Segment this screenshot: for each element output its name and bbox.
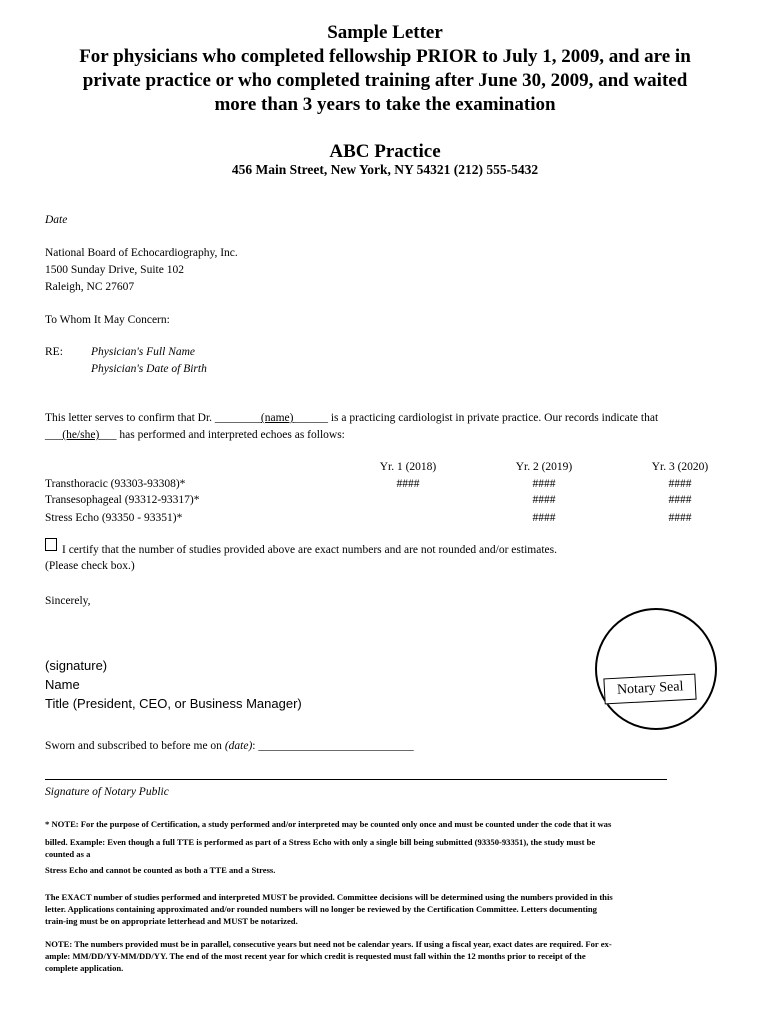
- signature-placeholder: (signature): [45, 658, 108, 673]
- body-line-2: [45, 427, 345, 444]
- table-cell: ####: [532, 478, 556, 490]
- letter-title: Sample Letter: [327, 22, 443, 43]
- notary-seal-circle: [595, 608, 717, 730]
- table-cell: ####: [532, 494, 556, 506]
- column-header-yr2: Yr. 2 (2019): [515, 461, 573, 473]
- subtitle-line-2: private practice or who completed training after June 30, 2009, and waited: [82, 70, 688, 91]
- sworn-prefix: Sworn and subscribed to before me on: [45, 740, 225, 752]
- re-physician-name: Physician's Full Name: [91, 346, 196, 358]
- note-1-line-2: billed. Example: Even though a full TTE is performed as part of a Stress Echo with only a single bill being submitted (93350-93351), the study must be: [45, 837, 596, 847]
- sworn-date-blank: : ___________________________: [252, 740, 414, 752]
- closing-sincerely: Sincerely,: [45, 595, 91, 607]
- table-cell: ####: [532, 512, 556, 524]
- note-1-line-1: * NOTE: For the purpose of Certification, a study performed and/or interpreted may be counted only once and must be counted under the code that it was: [45, 819, 612, 829]
- certify-checkbox[interactable]: [45, 538, 57, 551]
- notary-signature-label: Signature of Notary Public: [45, 786, 169, 798]
- note-3-line-1: NOTE: The numbers provided must be in parallel, consecutive years but need not be calendar years. If using a fiscal year, exact dates are required. For ex-: [45, 939, 612, 949]
- sworn-line: [45, 738, 414, 755]
- note-3-line-3: complete application.: [45, 963, 124, 973]
- body-line-1: [45, 410, 658, 427]
- certify-text: I certify that the number of studies provided above are exact numbers and are not rounded and/or estimates.: [62, 544, 557, 556]
- notary-signature-line: [45, 779, 667, 780]
- note-2-line-2: letter. Applications containing approximated and/or rounded numbers will no longer be reviewed by the Certification Committee. Letters documenting: [45, 904, 597, 914]
- table-cell: ####: [668, 494, 692, 506]
- body-line-2-end: ___ has performed and interpreted echoes as follows:: [99, 429, 345, 441]
- column-header-yr3: Yr. 3 (2020): [651, 461, 709, 473]
- re-physician-dob: Physician's Date of Birth: [91, 363, 207, 375]
- note-3-line-2: ample: MM/DD/YY-MM/DD/YY. The end of the most recent year for which credit is requested must fall within the 12 months prior to receipt of the: [45, 951, 586, 961]
- row-label-transesophageal: Transesophageal (93312-93317)*: [45, 494, 200, 506]
- table-cell: ####: [396, 478, 420, 490]
- signer-name: Name: [45, 677, 80, 692]
- signer-title: Title (President, CEO, or Business Manager): [45, 696, 302, 711]
- practice-address: 456 Main Street, New York, NY 54321 (212) 555-5432: [231, 162, 539, 177]
- subtitle-line-1: For physicians who completed fellowship PRIOR to July 1, 2009, and are in: [79, 46, 691, 67]
- recipient-line-3: Raleigh, NC 27607: [45, 281, 135, 293]
- certify-note: (Please check box.): [45, 560, 135, 572]
- body-line-1-end: ______ is a practicing cardiologist in private practice. Our records indicate that: [293, 412, 659, 424]
- table-cell: ####: [668, 478, 692, 490]
- table-cell: ####: [668, 512, 692, 524]
- body-line-2-start: ___: [45, 429, 63, 441]
- recipient-line-1: National Board of Echocardiography, Inc.: [45, 247, 238, 259]
- note-1-line-4: Stress Echo and cannot be counted as both a TTE and a Stress.: [45, 865, 276, 875]
- pronoun-placeholder: (he/she): [62, 429, 100, 441]
- note-2-line-1: The EXACT number of studies performed and interpreted MUST be provided. Committee decisions will be determined using the numbers provided in this: [45, 892, 613, 902]
- recipient-line-2: 1500 Sunday Drive, Suite 102: [45, 264, 184, 276]
- row-label-transthoracic: Transthoracic (93303-93308)*: [45, 478, 186, 490]
- practice-name: ABC Practice: [329, 141, 441, 162]
- column-header-yr1: Yr. 1 (2018): [379, 461, 437, 473]
- re-label: RE:: [45, 346, 63, 358]
- body-line-1-start: This letter serves to confirm that Dr. ________: [45, 412, 261, 424]
- note-1-line-3: counted as a: [45, 849, 91, 859]
- name-placeholder: (name): [260, 412, 294, 424]
- subtitle-line-3: more than 3 years to take the examination: [214, 94, 556, 115]
- date-line: Date: [45, 214, 68, 226]
- salutation: To Whom It May Concern:: [45, 314, 170, 326]
- notary-seal-label: Notary Seal: [603, 674, 697, 705]
- note-2-line-3: train-ing must be on appropriate letterhead and MUST be notarized.: [45, 916, 298, 926]
- sworn-date-label: (date): [224, 740, 253, 752]
- row-label-stress-echo: Stress Echo (93350 - 93351)*: [45, 512, 183, 524]
